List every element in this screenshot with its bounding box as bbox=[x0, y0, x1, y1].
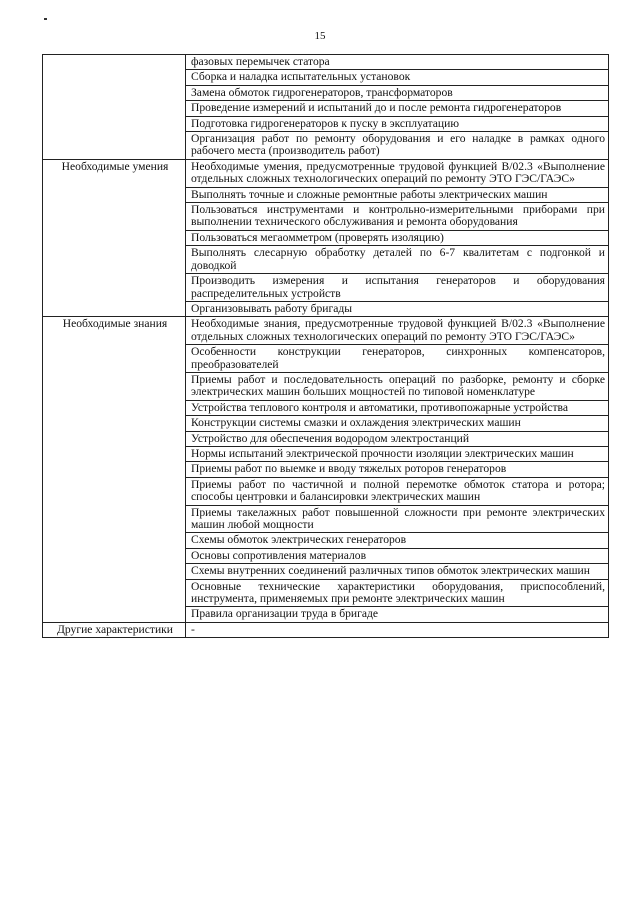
section-item: Организация работ по ремонту оборудования и его наладке в рамках одного рабочего места (производитель работ) bbox=[186, 132, 609, 160]
section-item: Замена обмоток гидрогенераторов, трансформаторов bbox=[186, 85, 609, 100]
section-item: Производить измерения и испытания генераторов и оборудования распределительных устройств bbox=[186, 274, 609, 302]
section-item: Основы сопротивления материалов bbox=[186, 548, 609, 563]
section-item: фазовых перемычек статора bbox=[186, 55, 609, 70]
section-label: Необходимые умения bbox=[43, 159, 186, 316]
section-item: Схемы обмоток электрических генераторов bbox=[186, 533, 609, 548]
page-number: 15 bbox=[314, 30, 326, 42]
section-item: Сборка и наладка испытательных установок bbox=[186, 70, 609, 85]
section-label: Необходимые знания bbox=[43, 317, 186, 623]
table-row bbox=[43, 317, 609, 345]
section-item: Необходимые умения, предусмотренные трудовой функцией В/02.3 «Выполнение отдельных сложных технологических операций по ремонту ЭТО ГЭС/ГАЭС» bbox=[186, 159, 609, 187]
qualification-table bbox=[42, 54, 609, 638]
scan-speck bbox=[44, 18, 47, 20]
section-item: Устройство для обеспечения водородом электростанций bbox=[186, 431, 609, 446]
section-item: Организовывать работу бригады bbox=[186, 301, 609, 316]
section-item: Проведение измерений и испытаний до и после ремонта гидрогенераторов bbox=[186, 101, 609, 116]
section-item: Выполнять точные и сложные ремонтные работы электрических машин bbox=[186, 187, 609, 202]
section-item: Устройства теплового контроля и автоматики, противопожарные устройства bbox=[186, 400, 609, 415]
section-item: Пользоваться мегаомметром (проверять изоляцию) bbox=[186, 230, 609, 245]
section-item: Приемы работ по выемке и вводу тяжелых роторов генераторов bbox=[186, 462, 609, 477]
section-label bbox=[43, 55, 186, 160]
section-item: Выполнять слесарную обработку деталей по 6-7 квалитетам с подгонкой и доводкой bbox=[186, 246, 609, 274]
section-item: Приемы такелажных работ повышенной сложности при ремонте электрических машин любой мощности bbox=[186, 505, 609, 533]
section-item: Приемы работ по частичной и полной перемотке обмоток статора и ротора; способы центровки и балансировки электрических машин bbox=[186, 477, 609, 505]
section-item: - bbox=[186, 622, 609, 637]
section-item: Нормы испытаний электрической прочности изоляции электрических машин bbox=[186, 446, 609, 461]
section-item: Схемы внутренних соединений различных типов обмоток электрических машин bbox=[186, 564, 609, 579]
section-item: Особенности конструкции генераторов, синхронных компенсаторов, преобразователей bbox=[186, 345, 609, 373]
section-item: Правила организации труда в бригаде bbox=[186, 607, 609, 622]
section-item: Конструкции системы смазки и охлаждения электрических машин bbox=[186, 416, 609, 431]
section-item: Пользоваться инструментами и контрольно-измерительными приборами при выполнении технического обслуживания и ремонта оборудования bbox=[186, 203, 609, 231]
section-label: Другие характеристики bbox=[43, 622, 186, 637]
section-item: Приемы работ и последовательность операций по разборке, ремонту и сборке электрических машин больших мощностей по типовой номенклатуре bbox=[186, 372, 609, 400]
section-item: Необходимые знания, предусмотренные трудовой функцией В/02.3 «Выполнение отдельных сложных технологических операций по ремонту ЭТО ГЭС/ГАЭС» bbox=[186, 317, 609, 345]
table-row bbox=[43, 55, 609, 70]
section-item: Подготовка гидрогенераторов к пуску в эксплуатацию bbox=[186, 116, 609, 131]
table-row bbox=[43, 622, 609, 637]
table-row bbox=[43, 159, 609, 187]
section-item: Основные технические характеристики оборудования, приспособлений, инструмента, применяемых при ремонте электрических машин bbox=[186, 579, 609, 607]
